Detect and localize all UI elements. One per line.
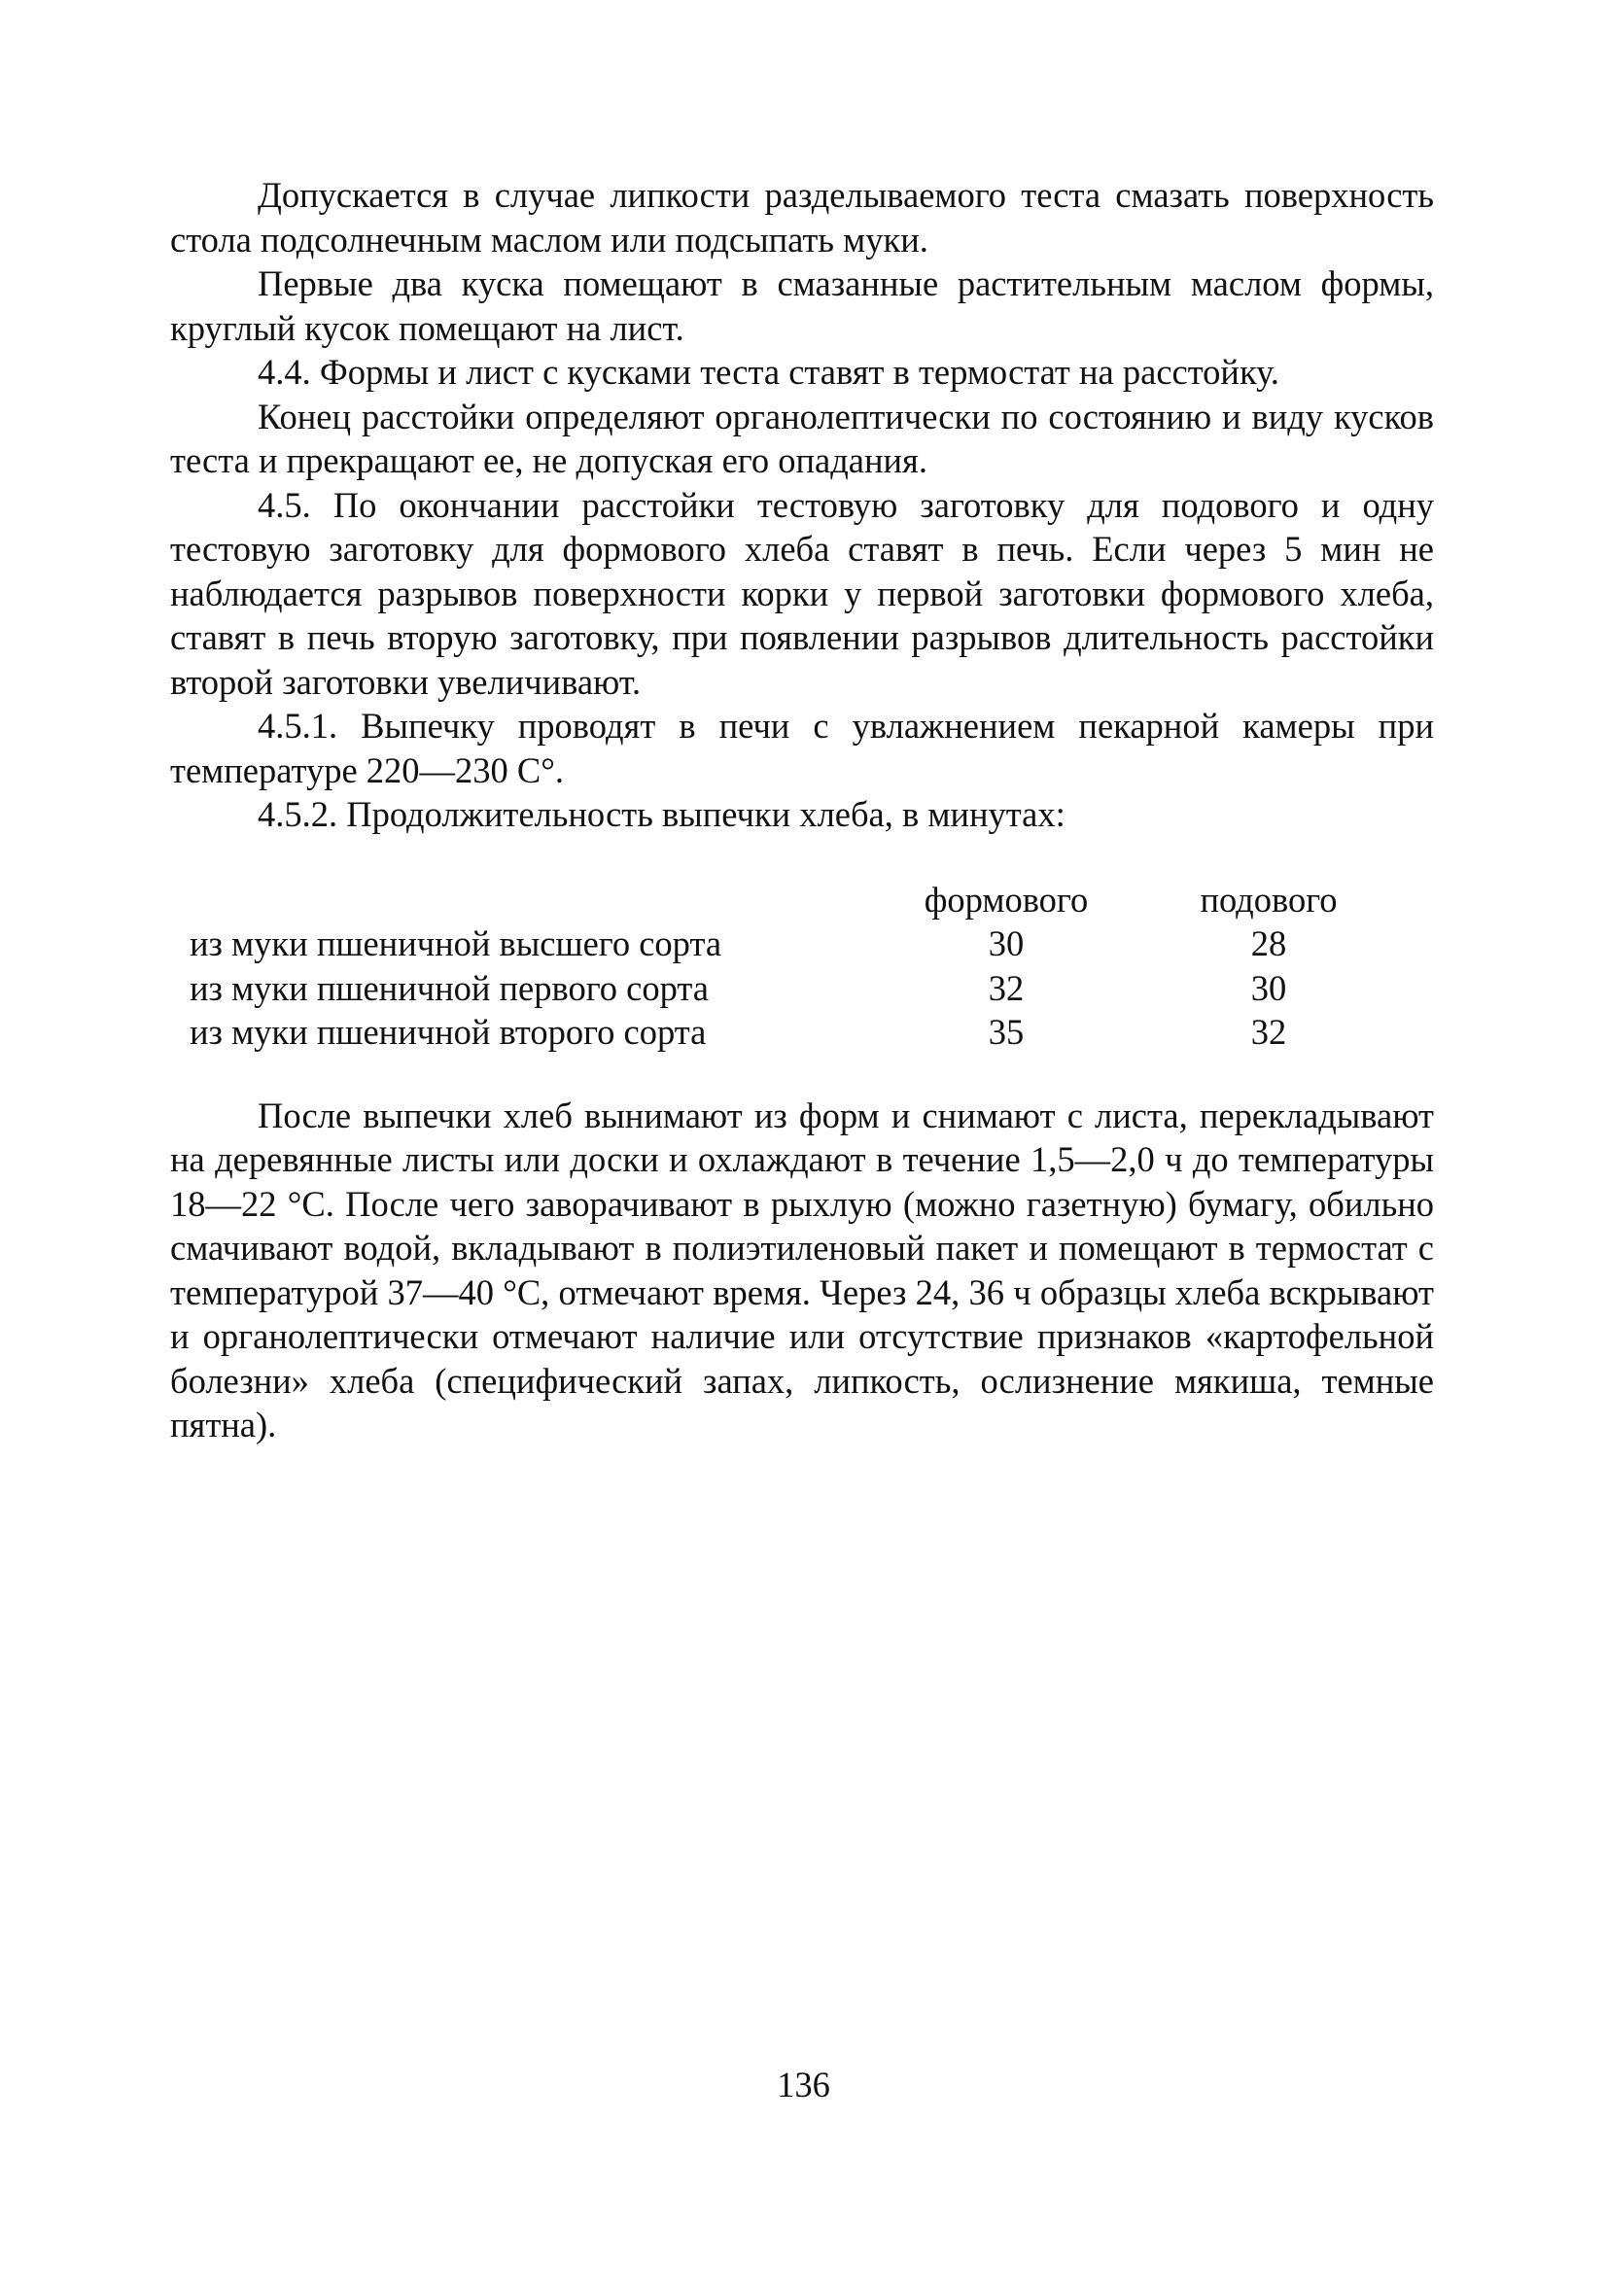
table-row bbox=[170, 922, 1415, 966]
table-row bbox=[170, 966, 1415, 1011]
table-header-formovoy: формового bbox=[924, 879, 1089, 920]
paragraph-4-4: 4.4. Формы и лист с кусками теста ставят в термостат на расстойку. bbox=[258, 352, 1279, 392]
paragraph-4-5-2: 4.5.2. Продолжительность выпечки хлеба, в минутах: bbox=[258, 794, 1066, 834]
row-podovoy-value: 32 bbox=[1250, 1012, 1287, 1052]
paragraph-first-pieces: Первые два куска помещают в смазанные растительным маслом формы, круглый кусок помещают на лист. bbox=[170, 263, 1434, 348]
paragraph-after-baking: После выпечки хлеб вынимают из форм и снимают с листа, перекладывают на деревянные листы или доски и охлаждают в течение 1,5—2,0 ч до температуры 18—22 °С. После чего заворачивают в рыхлую (можно газетную) бумагу, обильно смачивают водой, вкладывают в полиэтиленовый пакет и помещают в термостат с температурой 37—40 °С, отмечают время. Через 24, 36 ч образцы хлеба вскрывают и органолептически отмечают наличие или отсутствие признаков «картофельной болезни» хлеба (специфический запах, липкость, ослизнение мякиша, темные пятна). bbox=[170, 1095, 1434, 1444]
table-header-podovoy: подового bbox=[1200, 879, 1338, 920]
paragraph-4-5: 4.5. По окончании расстойки тестовую заготовку для подового и одну тестовую заготовку для формового хлеба ставят в печь. Если через 5 мин не наблюдается разрывов поверхности корки у первой заготовки формового хлеба, ставят в печь вторую заготовку, при появлении разрывов длительность расстойки второй заготовки увеличивают. bbox=[170, 484, 1434, 702]
row-label: из муки пшеничной второго сорта bbox=[190, 1012, 707, 1052]
row-label: из муки пшеничной высшего сорта bbox=[190, 923, 722, 963]
baking-time-table-block bbox=[170, 878, 1434, 1055]
paragraph-sticky-dough: Допускается в случае липкости разделываемого теста смазать поверхность стола подсолнечным маслом или подсыпать муки. bbox=[170, 175, 1434, 260]
table-header-empty bbox=[170, 878, 890, 922]
baking-time-table bbox=[170, 878, 1415, 1055]
page-body bbox=[170, 173, 1434, 1447]
row-formovoy-value: 32 bbox=[988, 967, 1025, 1008]
table-header-row bbox=[170, 878, 1415, 922]
page-number: 136 bbox=[777, 2065, 830, 2105]
row-formovoy-value: 35 bbox=[988, 1012, 1025, 1052]
row-label: из муки пшеничной первого сорта bbox=[190, 967, 709, 1008]
paragraph-proofing-end: Конец расстойки определяют органолептически по состоянию и виду кусков теста и прекращают ее, не допуская его опадания. bbox=[170, 396, 1434, 480]
row-podovoy-value: 30 bbox=[1250, 967, 1287, 1008]
paragraph-4-5-1: 4.5.1. Выпечку проводят в печи с увлажнением пекарной камеры при температуре 220—230 С°. bbox=[170, 706, 1434, 790]
table-row bbox=[170, 1010, 1415, 1055]
row-podovoy-value: 28 bbox=[1250, 923, 1287, 963]
row-formovoy-value: 30 bbox=[988, 923, 1025, 963]
